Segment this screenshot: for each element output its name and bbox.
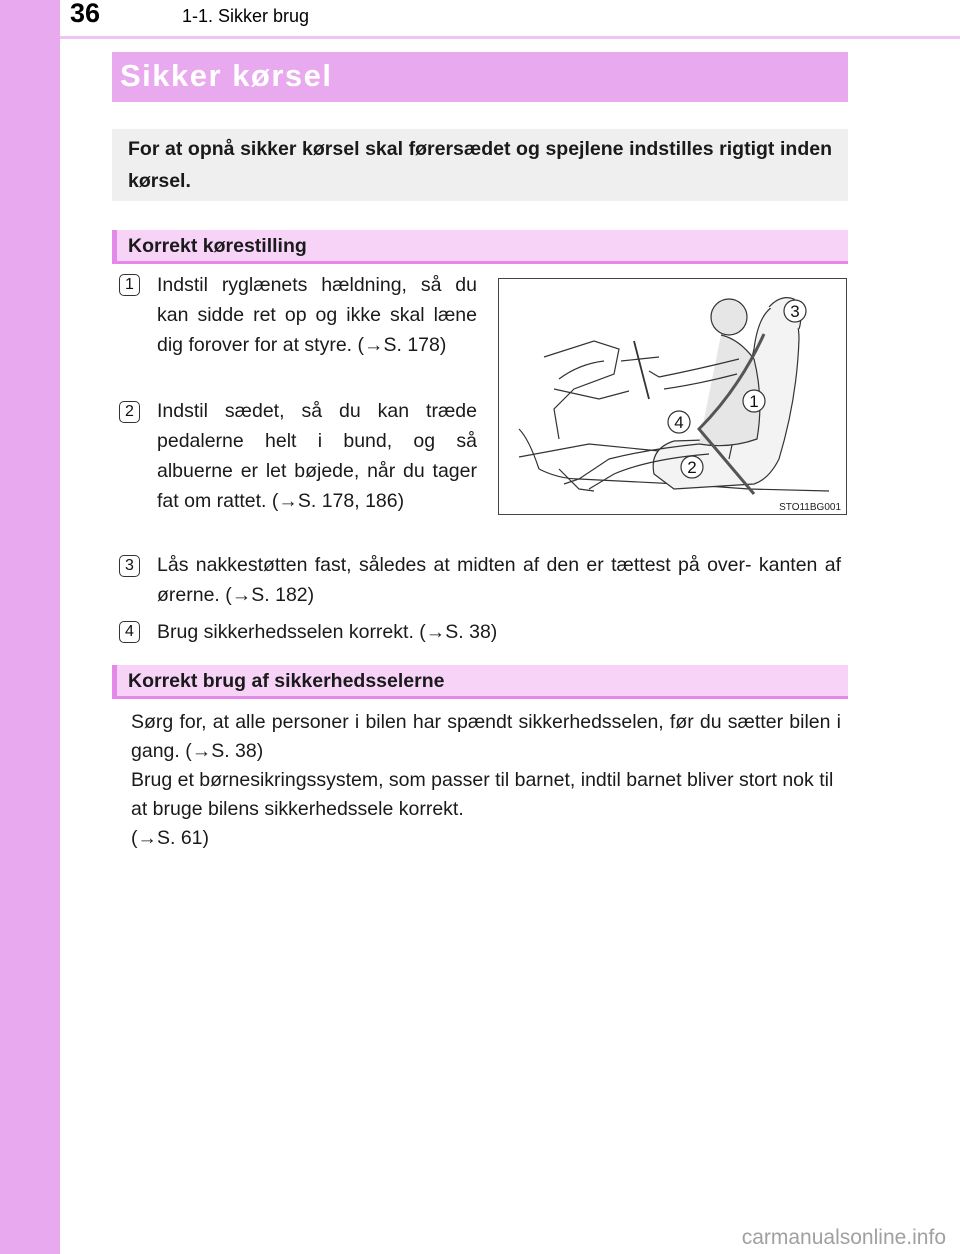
seatbelt-paragraph	[131, 708, 841, 853]
title-bar	[112, 52, 848, 102]
callout-3: 3	[790, 302, 800, 321]
watermark: carmanualsonline.info	[741, 1226, 946, 1249]
paragraph-1: Sørg for, at alle personer i bilen har spændt sikkerhedsselen, før du sætter bilen i gang. (→S. 38)	[131, 711, 841, 762]
section-heading-seatbelt-use	[112, 665, 848, 699]
illustration-code: STO11BG001	[779, 502, 841, 513]
section-heading-label: Korrekt kørestilling	[128, 235, 307, 257]
item-number-badge: 3	[119, 555, 140, 577]
list-item-1-text: Indstil ryglænets hældning, så du kan sidde ret op og ikke skal læne dig forover for at styre. (→S. 178)	[157, 274, 477, 356]
paragraph-3: (→S. 61)	[131, 827, 210, 849]
page-title: Sikker kørsel	[120, 58, 333, 93]
intro-text: For at opnå sikker kørsel skal førersædet og spejlene indstilles rigtigt inden kørsel.	[128, 138, 832, 192]
paragraph-2: Brug et børnesikringssystem, som passer til barnet, indtil barnet bliver stort nok til at bruge bilens sikkerhedssele korrekt.	[131, 769, 834, 820]
page-number: 36	[70, 0, 101, 28]
list-item-4-text: Brug sikkerhedsselen korrekt. (→S. 38)	[157, 621, 498, 643]
header-rule	[60, 36, 960, 39]
section-heading-driving-position	[112, 230, 848, 264]
list-item-2-text: Indstil sædet, så du kan træde pedalerne helt i bund, og så albuerne er let bøjede, når du tager fat om rattet. (→S. 178, 186)	[157, 400, 477, 512]
list-item-3-text: Lås nakkestøtten fast, således at midten af den er tættest på over- kanten af ørerne. (→S. 182)	[157, 554, 841, 606]
running-head: 1-1. Sikker brug	[182, 6, 310, 26]
driving-position-illustration	[498, 278, 847, 515]
callout-4: 4	[674, 413, 684, 432]
section-heading-label: Korrekt brug af sikkerhedsselerne	[128, 670, 445, 692]
item-number-badge: 4	[119, 621, 140, 643]
item-number-badge: 2	[119, 401, 140, 423]
callout-1: 1	[749, 392, 759, 411]
callout-2: 2	[687, 458, 697, 477]
item-number-badge: 1	[119, 274, 140, 296]
side-tab-strip	[0, 0, 60, 1254]
seated-driver-drawing	[499, 279, 846, 514]
intro-box	[112, 129, 848, 201]
